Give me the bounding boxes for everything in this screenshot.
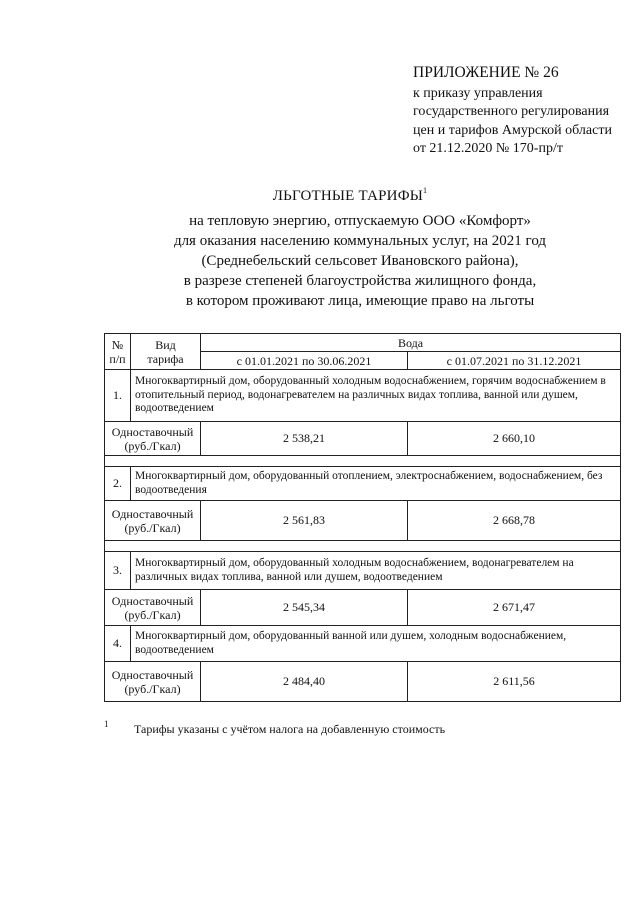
table-row (105, 662, 621, 702)
tariff-table (104, 333, 621, 702)
document-subtitle (0, 211, 640, 311)
appendix-block (413, 64, 612, 159)
appendix-line: государственного регулирования (413, 104, 610, 119)
title-footnote-ref: 1 (423, 186, 428, 195)
tariff-value-period-2: 2 611,56 (408, 662, 621, 702)
appendix-line: цен и тарифов Амурской области (413, 122, 612, 138)
appendix-line: от 21.12.2020 № 170-пр/т (413, 141, 563, 156)
subtitle-line: (Среднебельский сельсовет Ивановского района), (201, 253, 519, 269)
tariff-value-period-1: 2 545,34 (201, 590, 408, 626)
tariff-type-label: Одноставочный (руб./Гкал) (105, 590, 201, 626)
row-number: 4. (105, 626, 131, 662)
tariff-value-period-2: 2 660,10 (408, 422, 621, 456)
tariff-value-period-2: 2 668,78 (408, 501, 621, 541)
footnote-mark: 1 (104, 719, 109, 729)
subtitle-line: на тепловую энергию, отпускаемую ООО «Комфорт» (189, 213, 531, 229)
table-row (105, 626, 621, 662)
tariff-type-label: Одноставочный (руб./Гкал) (105, 501, 201, 541)
footnote-text: Тарифы указаны с учётом налога на добавленную стоимость (134, 722, 446, 736)
tariff-value-period-1: 2 484,40 (201, 662, 408, 702)
row-description: Многоквартирный дом, оборудованный холодным водоснабжением, водонагревателем на различных видах топлива, ванной или душем, водоотведением (131, 552, 621, 590)
table-row (105, 552, 621, 590)
table-row (105, 422, 621, 456)
appendix-heading: ПРИЛОЖЕНИЕ № 26 (413, 64, 559, 81)
row-description: Многоквартирный дом, оборудованный холодным водоснабжением, горячим водоснабжением в отопительный период, водонагревателем на различных видах топлива, ванной или душем, водоотведением (131, 370, 621, 422)
title-text: ЛЬГОТНЫЕ ТАРИФЫ (272, 188, 424, 204)
appendix-line: к приказу управления (413, 85, 543, 101)
row-number: 1. (105, 370, 131, 422)
row-description: Многоквартирный дом, оборудованный отоплением, электроснабжением, водоснабжением, без водоотведения (131, 467, 621, 501)
row-number: 2. (105, 467, 131, 501)
header-tariff-type: Вид тарифа (131, 334, 201, 370)
row-description: Многоквартирный дом, оборудованный ванной или душем, холодным водоснабжением, водоотведением (131, 626, 621, 662)
row-gap (105, 456, 621, 467)
tariff-type-label: Одноставочный (руб./Гкал) (105, 422, 201, 456)
table-row (105, 467, 621, 501)
table-row (105, 370, 621, 422)
header-num: № п/п (105, 334, 131, 370)
subtitle-line: для оказания населению коммунальных услуг, на 2021 год (173, 233, 547, 249)
subtitle-line: в разрезе степеней благоустройства жилищного фонда, (183, 273, 537, 289)
row-gap (105, 541, 621, 552)
tariff-type-label: Одноставочный (руб./Гкал) (105, 662, 201, 702)
table-row (105, 501, 621, 541)
row-number: 3. (105, 552, 131, 590)
header-period-2: с 01.07.2021 по 31.12.2021 (408, 352, 621, 370)
header-group-water: Вода (201, 334, 621, 352)
document-title (0, 186, 640, 205)
tariff-value-period-1: 2 561,83 (201, 501, 408, 541)
subtitle-line: в котором проживают лица, имеющие право на льготы (185, 293, 535, 309)
table-row (105, 590, 621, 626)
header-period-1: с 01.01.2021 по 30.06.2021 (201, 352, 408, 370)
tariff-value-period-2: 2 671,47 (408, 590, 621, 626)
tariff-value-period-1: 2 538,21 (201, 422, 408, 456)
